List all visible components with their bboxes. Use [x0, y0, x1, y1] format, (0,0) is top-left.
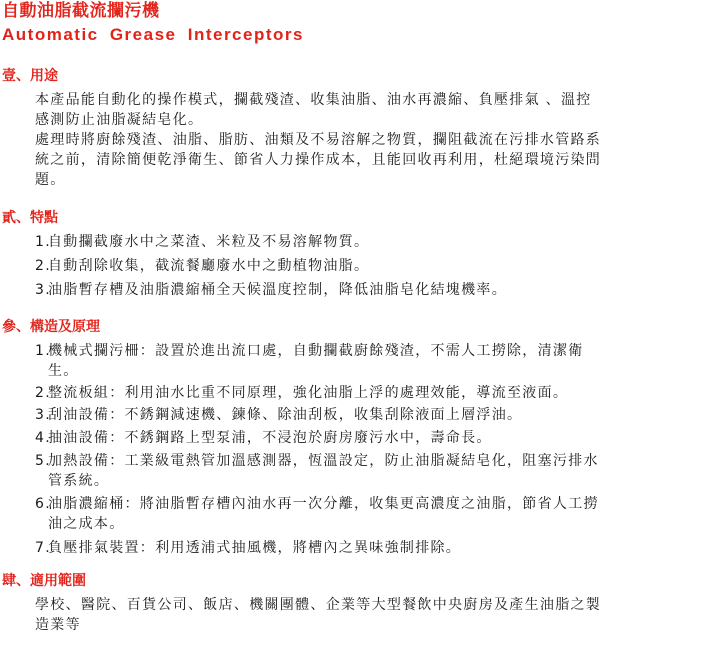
item-text: 刮油設備：不銹鋼減速機、鍊條、除油刮板，收集刮除液面上層浮油。 — [48, 407, 523, 423]
applications-line-1: 學校、醫院、百貨公司、飯店、機關團體、企業等大型餐飲中央廚房及產生油脂之製 — [35, 597, 602, 613]
item-number: 4. — [35, 430, 51, 446]
item-number: 3. — [35, 407, 51, 423]
section-heading: 壹、用途 — [2, 68, 58, 84]
item-number: 1. — [35, 234, 51, 250]
usage-line-3: 處理時將廚餘殘渣、油脂、脂肪、油類及不易溶解之物質，攔阻截流在污排水管路系 — [35, 132, 602, 148]
applications-line-2: 造業等 — [35, 617, 81, 633]
list-item — [35, 256, 711, 276]
usage-line-1: 本產品能自動化的操作模式，攔截殘渣、收集油脂、油水再濃縮、負壓排氣 、溫控 — [35, 92, 592, 108]
item-text: 負壓排氣裝置：利用透浦式抽風機，將槽內之異味強制排除。 — [48, 540, 462, 556]
list-item — [35, 341, 711, 361]
item-text: 自動攔截廢水中之菜渣、米粒及不易溶解物質。 — [48, 234, 370, 250]
item-continuation: 油之成本。 — [48, 516, 125, 532]
list-item — [35, 494, 711, 514]
section-heading: 貳、特點 — [2, 210, 58, 226]
item-number: 1. — [35, 343, 51, 359]
item-text: 自動刮除收集，截流餐廳廢水中之動植物油脂。 — [48, 258, 370, 274]
usage-line-2: 感測防止油脂凝結皂化。 — [35, 112, 204, 128]
item-text: 油脂暫存槽及油脂濃縮桶全天候溫度控制，降低油脂皂化結塊機率。 — [48, 282, 507, 298]
item-number: 2. — [35, 258, 51, 274]
list-item — [35, 451, 711, 471]
item-number: 3. — [35, 282, 51, 298]
section-heading: 肆、適用範圍 — [2, 573, 86, 589]
item-continuation: 管系統。 — [48, 473, 110, 489]
title-chinese: 自動油脂截流攔污機 — [2, 1, 160, 21]
list-item — [35, 538, 711, 558]
usage-line-4: 統之前，清除簡便乾淨衛生、節省人力操作成本，且能回收再利用，杜絕環境污染問 — [35, 152, 602, 168]
item-text: 機械式攔污柵：設置於進出流口處，自動攔截廚餘殘渣，不需人工撈除，清潔衛 — [48, 343, 584, 359]
item-continuation: 生。 — [48, 363, 79, 379]
item-text: 整流板組：利用油水比重不同原理，強化油脂上浮的處理效能，導流至液面。 — [48, 385, 569, 401]
section-heading: 參、構造及原理 — [2, 319, 100, 335]
list-item — [35, 428, 711, 448]
item-number: 7. — [35, 540, 51, 556]
title-english: Automatic Grease Interceptors — [2, 25, 304, 44]
list-item — [35, 232, 711, 252]
item-text: 油脂濃縮桶：將油脂暫存槽內油水再一次分離，收集更高濃度之油脂，節省人工撈 — [48, 496, 599, 512]
item-text: 加熱設備：工業級電熱管加溫感測器，恆溫設定，防止油脂凝結皂化，阻塞污排水 — [48, 453, 599, 469]
list-item — [35, 280, 711, 300]
item-number: 6. — [35, 496, 51, 512]
item-number: 5. — [35, 453, 51, 469]
list-item — [35, 405, 711, 425]
item-number: 2. — [35, 385, 51, 401]
item-text: 抽油設備：不銹鋼路上型泵浦，不浸泡於廚房廢污水中，壽命長。 — [48, 430, 492, 446]
usage-line-5: 題。 — [35, 172, 66, 188]
list-item — [35, 383, 711, 403]
